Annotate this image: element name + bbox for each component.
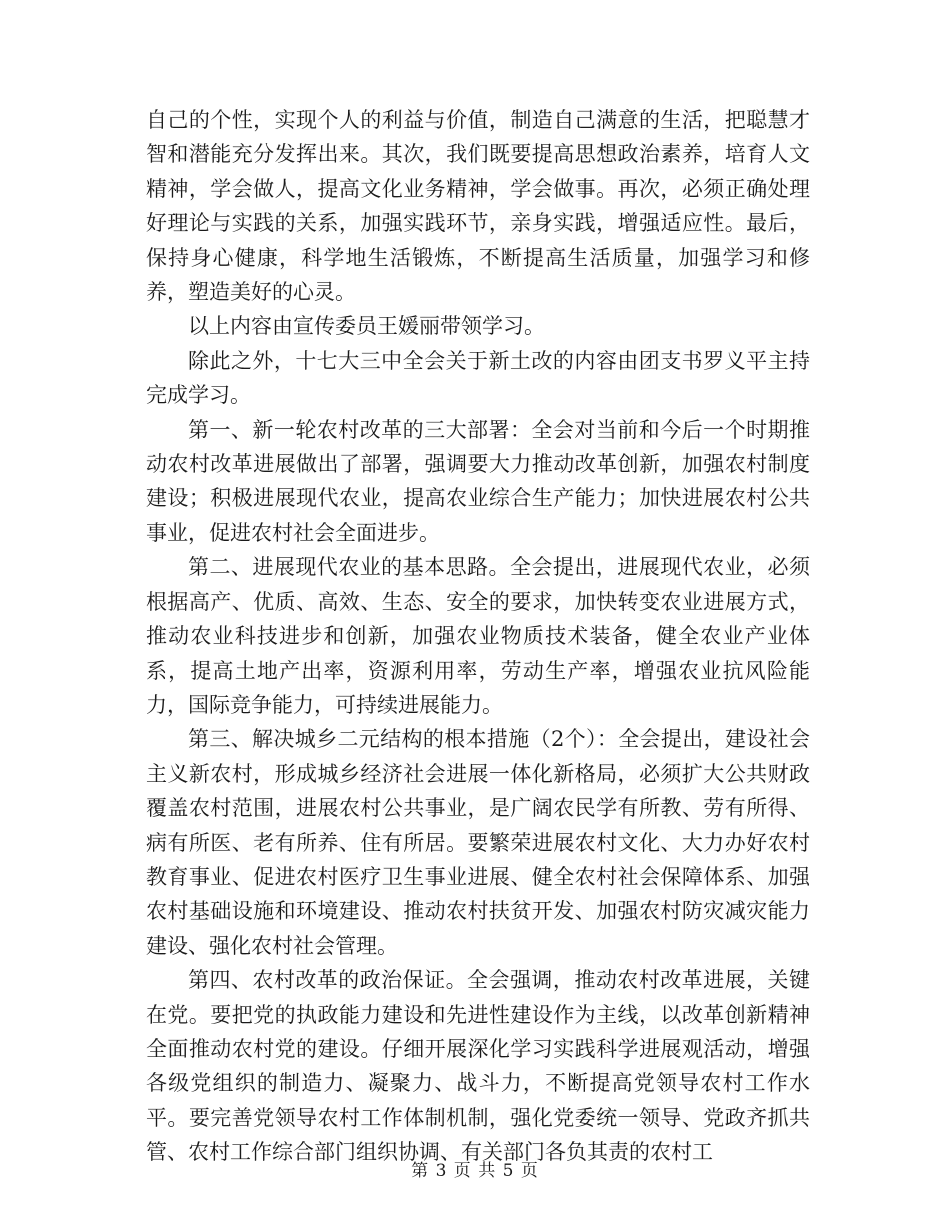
paragraph-continued: 自己的个性，实现个人的利益与价值，制造自己满意的生活，把聪慧才智和潜能充分发挥出来。其次，我们既要提高思想政治素养，培育人文精神，学会做人，提高文化业务精神，学会做事。再次，必须正确处理好理论与实践的关系，加强实践环节，亲身实践，增强适应性。最后，保持身心健康，科学地生活锻炼，不断提高生活质量，加强学习和修养，塑造美好的心灵。 (146, 108, 810, 305)
page-footer: 第 3 页 共 5 页 (411, 1161, 539, 1181)
paragraph-point-three: 第三、解决城乡二元结构的根本措施（2个）：全会提出，建设社会主义新农村，形成城乡经济社会进展一体化新格局，必须扩大公共财政覆盖农村范围，进展农村公共事业，是广阔农民学有所教、劳有所得、病有所医、老有所养、住有所居。要繁荣进展农村文化、大力办好农村教育事业、促进农村医疗卫生事业进展、健全农村社会保障体系、加强农村基础设施和环境建设、推动农村扶贫开发、加强农村防灾减灾能力建设、强化农村社会管理。 (146, 727, 810, 958)
paragraph-point-one: 第一、新一轮农村改革的三大部署：全会对当前和今后一个时期推动农村改革进展做出了部署，强调要大力推动改革创新，加强农村制度建设；积极进展现代农业，提高农业综合生产能力；加快进展农村公共事业，促进农村社会全面进步。 (146, 417, 810, 545)
paragraph-additional-study: 除此之外，十七大三中全会关于新土改的内容由团支书罗义平主持完成学习。 (146, 348, 810, 408)
paragraph-study-lead: 以上内容由宣传委员王媛丽带领学习。 (188, 314, 545, 339)
paragraph-point-two: 第二、进展现代农业的基本思路。全会提出，进展现代农业，必须根据高产、优质、高效、生态、安全的要求，加快转变农业进展方式，推动农业科技进步和创新，加强农业物质技术装备，健全农业产业体系，提高土地产出率，资源利用率，劳动生产率，增强农业抗风险能力，国际竞争能力，可持续进展能力。 (146, 555, 810, 717)
document-body (146, 103, 810, 1170)
paragraph-point-four: 第四、农村改革的政治保证。全会强调，推动农村改革进展，关键在党。要把党的执政能力建设和先进性建设作为主线，以改革创新精神全面推动农村党的建设。仔细开展深化学习实践科学进展观活动，增强各级党组织的制造力、凝聚力、战斗力，不断提高党领导农村工作水平。要完善党领导农村工作体制机制，强化党委统一领导、党政齐抓共管、农村工作综合部门组织协调、有关部门各负其责的农村工 (146, 968, 810, 1165)
